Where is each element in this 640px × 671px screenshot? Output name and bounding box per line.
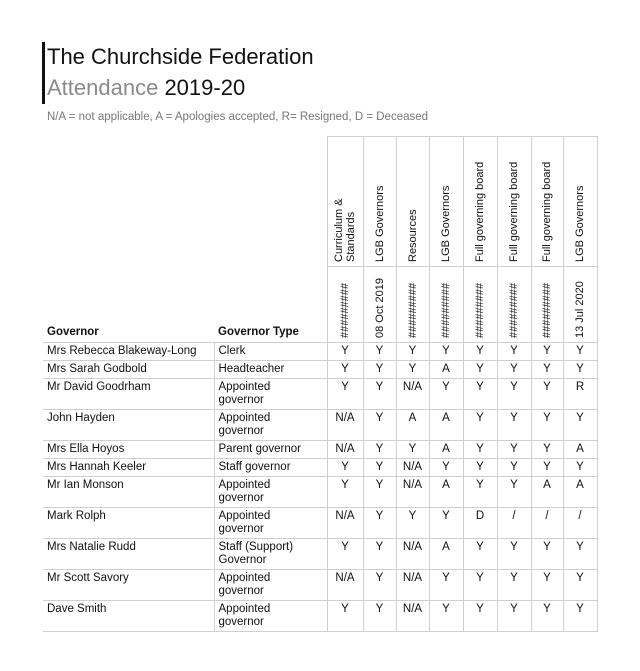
- attendance-cell: Y: [563, 601, 597, 632]
- governor-type-line: Clerk: [218, 345, 246, 357]
- attendance-cell: Y: [327, 379, 363, 410]
- header-gridline: [563, 136, 564, 342]
- attendance-cell: A: [563, 441, 597, 459]
- attendance-cell: Y: [563, 539, 597, 570]
- governor-name: Mrs Sarah Godbold: [43, 361, 214, 379]
- attendance-cell: Y: [429, 601, 463, 632]
- attendance-cell: A: [531, 477, 563, 508]
- attendance-cell: A: [429, 441, 463, 459]
- header-gridline: [363, 136, 364, 342]
- table-row: [43, 410, 597, 441]
- page-subtitle: [47, 75, 245, 101]
- header-gridline: [497, 136, 498, 342]
- attendance-cell: Y: [363, 410, 396, 441]
- attendance-cell: /: [497, 508, 531, 539]
- governor-type-line: Appointed: [218, 510, 271, 522]
- governor-type-line: governor: [218, 585, 264, 597]
- meeting-date: #########: [339, 282, 351, 338]
- attendance-cell: N/A: [396, 459, 429, 477]
- meeting-committee: [440, 186, 452, 262]
- table-row: [43, 441, 597, 459]
- attendance-cell: Y: [463, 343, 497, 361]
- governor-name: John Hayden: [43, 410, 214, 441]
- governor-name: Mrs Ella Hoyos: [43, 441, 214, 459]
- attendance-cell: Y: [429, 459, 463, 477]
- attendance-cell: Y: [497, 570, 531, 601]
- header-governor: Governor: [47, 326, 99, 338]
- attendance-cell: Y: [531, 410, 563, 441]
- title-bar-accent: [42, 42, 45, 104]
- header-gridline: [531, 136, 532, 342]
- attendance-cell: N/A: [327, 441, 363, 459]
- attendance-cell: Y: [396, 441, 429, 459]
- attendance-cell: Y: [531, 601, 563, 632]
- attendance-cell: Y: [531, 539, 563, 570]
- attendance-cell: N/A: [396, 539, 429, 570]
- table-row: [43, 601, 597, 632]
- attendance-cell: Y: [531, 379, 563, 410]
- attendance-cell: Y: [363, 459, 396, 477]
- governor-type: [214, 570, 327, 601]
- page-title: The Churchside Federation: [47, 44, 314, 69]
- attendance-cell: A: [429, 410, 463, 441]
- governor-name: Mr David Goodrham: [43, 379, 214, 410]
- governor-type-line: Appointed: [218, 479, 271, 491]
- attendance-cell: N/A: [327, 508, 363, 539]
- governor-type: [214, 343, 327, 361]
- header-gridline: [463, 136, 464, 342]
- meeting-committee-line: Standards: [345, 211, 357, 262]
- table-row: [43, 459, 597, 477]
- meeting-committee: [374, 186, 386, 262]
- governor-type: [214, 361, 327, 379]
- attendance-cell: Y: [463, 477, 497, 508]
- table-row: [43, 570, 597, 601]
- attendance-cell: Y: [396, 508, 429, 539]
- governor-name: Dave Smith: [43, 601, 214, 632]
- governor-type-line: Governor: [218, 554, 267, 566]
- attendance-cell: Y: [463, 601, 497, 632]
- attendance-cell: Y: [463, 539, 497, 570]
- attendance-cell: Y: [497, 361, 531, 379]
- attendance-cell: Y: [363, 343, 396, 361]
- attendance-cell: Y: [363, 477, 396, 508]
- attendance-cell: Y: [531, 361, 563, 379]
- governor-type-line: Parent governor: [218, 443, 301, 455]
- attendance-cell: /: [531, 508, 563, 539]
- meeting-date: 13 Jul 2020: [574, 281, 586, 338]
- governor-type-line: Staff governor: [218, 461, 291, 473]
- governor-name: Mrs Hannah Keeler: [43, 459, 214, 477]
- meeting-date: #########: [440, 282, 452, 338]
- table-row: [43, 477, 597, 508]
- attendance-cell: Y: [463, 570, 497, 601]
- attendance-cell: Y: [463, 441, 497, 459]
- header-governor-type: Governor Type: [218, 326, 299, 338]
- attendance-cell: Y: [463, 361, 497, 379]
- header-top-border: [327, 136, 598, 137]
- governor-type: [214, 410, 327, 441]
- attendance-cell: D: [463, 508, 497, 539]
- meeting-committee-line: LGB Governors: [440, 185, 452, 262]
- meeting-committee: [541, 162, 553, 262]
- attendance-cell: Y: [363, 539, 396, 570]
- governor-type: [214, 459, 327, 477]
- meeting-committee: [474, 162, 486, 262]
- attendance-cell: Y: [497, 601, 531, 632]
- governor-type: [214, 508, 327, 539]
- governor-type-line: Appointed: [218, 412, 271, 424]
- attendance-cell: Y: [363, 508, 396, 539]
- attendance-cell: N/A: [396, 570, 429, 601]
- attendance-cell: Y: [429, 570, 463, 601]
- attendance-cell: A: [429, 539, 463, 570]
- attendance-cell: A: [429, 361, 463, 379]
- meeting-date: 08 Oct 2019: [373, 278, 386, 338]
- header-gridline: [597, 136, 598, 342]
- attendance-cell: Y: [396, 361, 429, 379]
- meeting-committee-line: LGB Governors: [574, 185, 586, 262]
- attendance-cell: A: [396, 410, 429, 441]
- governor-type-line: governor: [218, 492, 264, 504]
- attendance-cell: Y: [497, 410, 531, 441]
- attendance-cell: Y: [563, 361, 597, 379]
- attendance-cell: Y: [497, 459, 531, 477]
- governor-type: [214, 379, 327, 410]
- attendance-cell: Y: [463, 379, 497, 410]
- table-row: [43, 343, 597, 361]
- attendance-cell: Y: [563, 459, 597, 477]
- attendance-cell: Y: [363, 441, 396, 459]
- meeting-committee-line: LGB Governors: [373, 185, 386, 262]
- governor-name: Mrs Rebecca Blakeway-Long: [43, 343, 214, 361]
- meeting-committee-line: Curriculum &: [333, 198, 345, 262]
- header-gridline: [429, 136, 430, 342]
- governor-type-line: Headteacher: [218, 363, 285, 375]
- subtitle-attendance: Attendance: [47, 75, 159, 100]
- attendance-cell: Y: [327, 361, 363, 379]
- attendance-cell: N/A: [396, 477, 429, 508]
- meeting-committee: [333, 198, 357, 262]
- attendance-cell: A: [563, 477, 597, 508]
- governor-type-line: Staff (Support): [218, 541, 294, 553]
- attendance-cell: Y: [363, 601, 396, 632]
- attendance-cell: Y: [363, 570, 396, 601]
- governor-type: [214, 441, 327, 459]
- attendance-cell: Y: [463, 459, 497, 477]
- meeting-committee-line: Full governing board: [541, 161, 553, 262]
- attendance-cell: Y: [497, 379, 531, 410]
- attendance-cell: N/A: [327, 570, 363, 601]
- attendance-cell: Y: [531, 441, 563, 459]
- meeting-committee-line: Full governing board: [508, 161, 520, 262]
- governor-type: [214, 539, 327, 570]
- attendance-cell: Y: [363, 379, 396, 410]
- table-row: [43, 361, 597, 379]
- legend-text: N/A = not applicable, A = Apologies accepted, R= Resigned, D = Deceased: [47, 111, 429, 123]
- attendance-cell: /: [563, 508, 597, 539]
- header-gridline: [396, 136, 397, 342]
- table-row: [43, 508, 597, 539]
- attendance-cell: R: [563, 379, 597, 410]
- governor-name: Mr Ian Monson: [43, 477, 214, 508]
- attendance-cell: Y: [531, 570, 563, 601]
- governor-type: [214, 601, 327, 632]
- header-gridline: [327, 136, 328, 342]
- attendance-cell: Y: [563, 343, 597, 361]
- attendance-cell: Y: [327, 601, 363, 632]
- meeting-committee: [574, 186, 586, 262]
- governor-type-line: governor: [218, 616, 264, 628]
- attendance-cell: Y: [463, 410, 497, 441]
- governor-name: Mrs Natalie Rudd: [43, 539, 214, 570]
- meeting-committee-line: Resources: [406, 209, 419, 262]
- governor-type-line: Appointed: [218, 603, 271, 615]
- meeting-date: #########: [508, 282, 520, 338]
- attendance-cell: Y: [531, 459, 563, 477]
- attendance-cell: N/A: [396, 379, 429, 410]
- meeting-date: #########: [474, 282, 486, 338]
- attendance-cell: Y: [429, 343, 463, 361]
- governor-type-line: Appointed: [218, 572, 271, 584]
- attendance-cell: Y: [497, 343, 531, 361]
- table-row: [43, 539, 597, 570]
- attendance-cell: Y: [563, 570, 597, 601]
- attendance-cell: Y: [327, 539, 363, 570]
- attendance-cell: Y: [497, 441, 531, 459]
- attendance-cell: Y: [327, 343, 363, 361]
- attendance-table: [43, 342, 598, 632]
- attendance-cell: Y: [531, 343, 563, 361]
- attendance-cell: N/A: [396, 601, 429, 632]
- attendance-cell: Y: [497, 539, 531, 570]
- meeting-date: #########: [406, 282, 419, 338]
- governor-type-line: governor: [218, 394, 264, 406]
- header-mid-border: [327, 266, 598, 267]
- governor-name: Mark Rolph: [43, 508, 214, 539]
- governor-type-line: Appointed: [218, 381, 271, 393]
- governor-name: Mr Scott Savory: [43, 570, 214, 601]
- attendance-cell: Y: [429, 508, 463, 539]
- attendance-cell: Y: [497, 477, 531, 508]
- governor-type: [214, 477, 327, 508]
- meeting-committee: [407, 209, 419, 262]
- attendance-cell: Y: [563, 410, 597, 441]
- attendance-cell: N/A: [327, 410, 363, 441]
- governor-type-line: governor: [218, 425, 264, 437]
- meeting-committee: [508, 162, 520, 262]
- attendance-cell: A: [429, 477, 463, 508]
- attendance-cell: Y: [363, 361, 396, 379]
- meeting-committee-line: Full governing board: [474, 161, 486, 262]
- subtitle-year: 2019-20: [164, 75, 246, 100]
- attendance-cell: Y: [327, 459, 363, 477]
- table-row: [43, 379, 597, 410]
- governor-type-line: governor: [218, 523, 264, 535]
- meeting-date: #########: [541, 282, 553, 338]
- attendance-cell: Y: [429, 379, 463, 410]
- attendance-cell: Y: [327, 477, 363, 508]
- attendance-cell: Y: [396, 343, 429, 361]
